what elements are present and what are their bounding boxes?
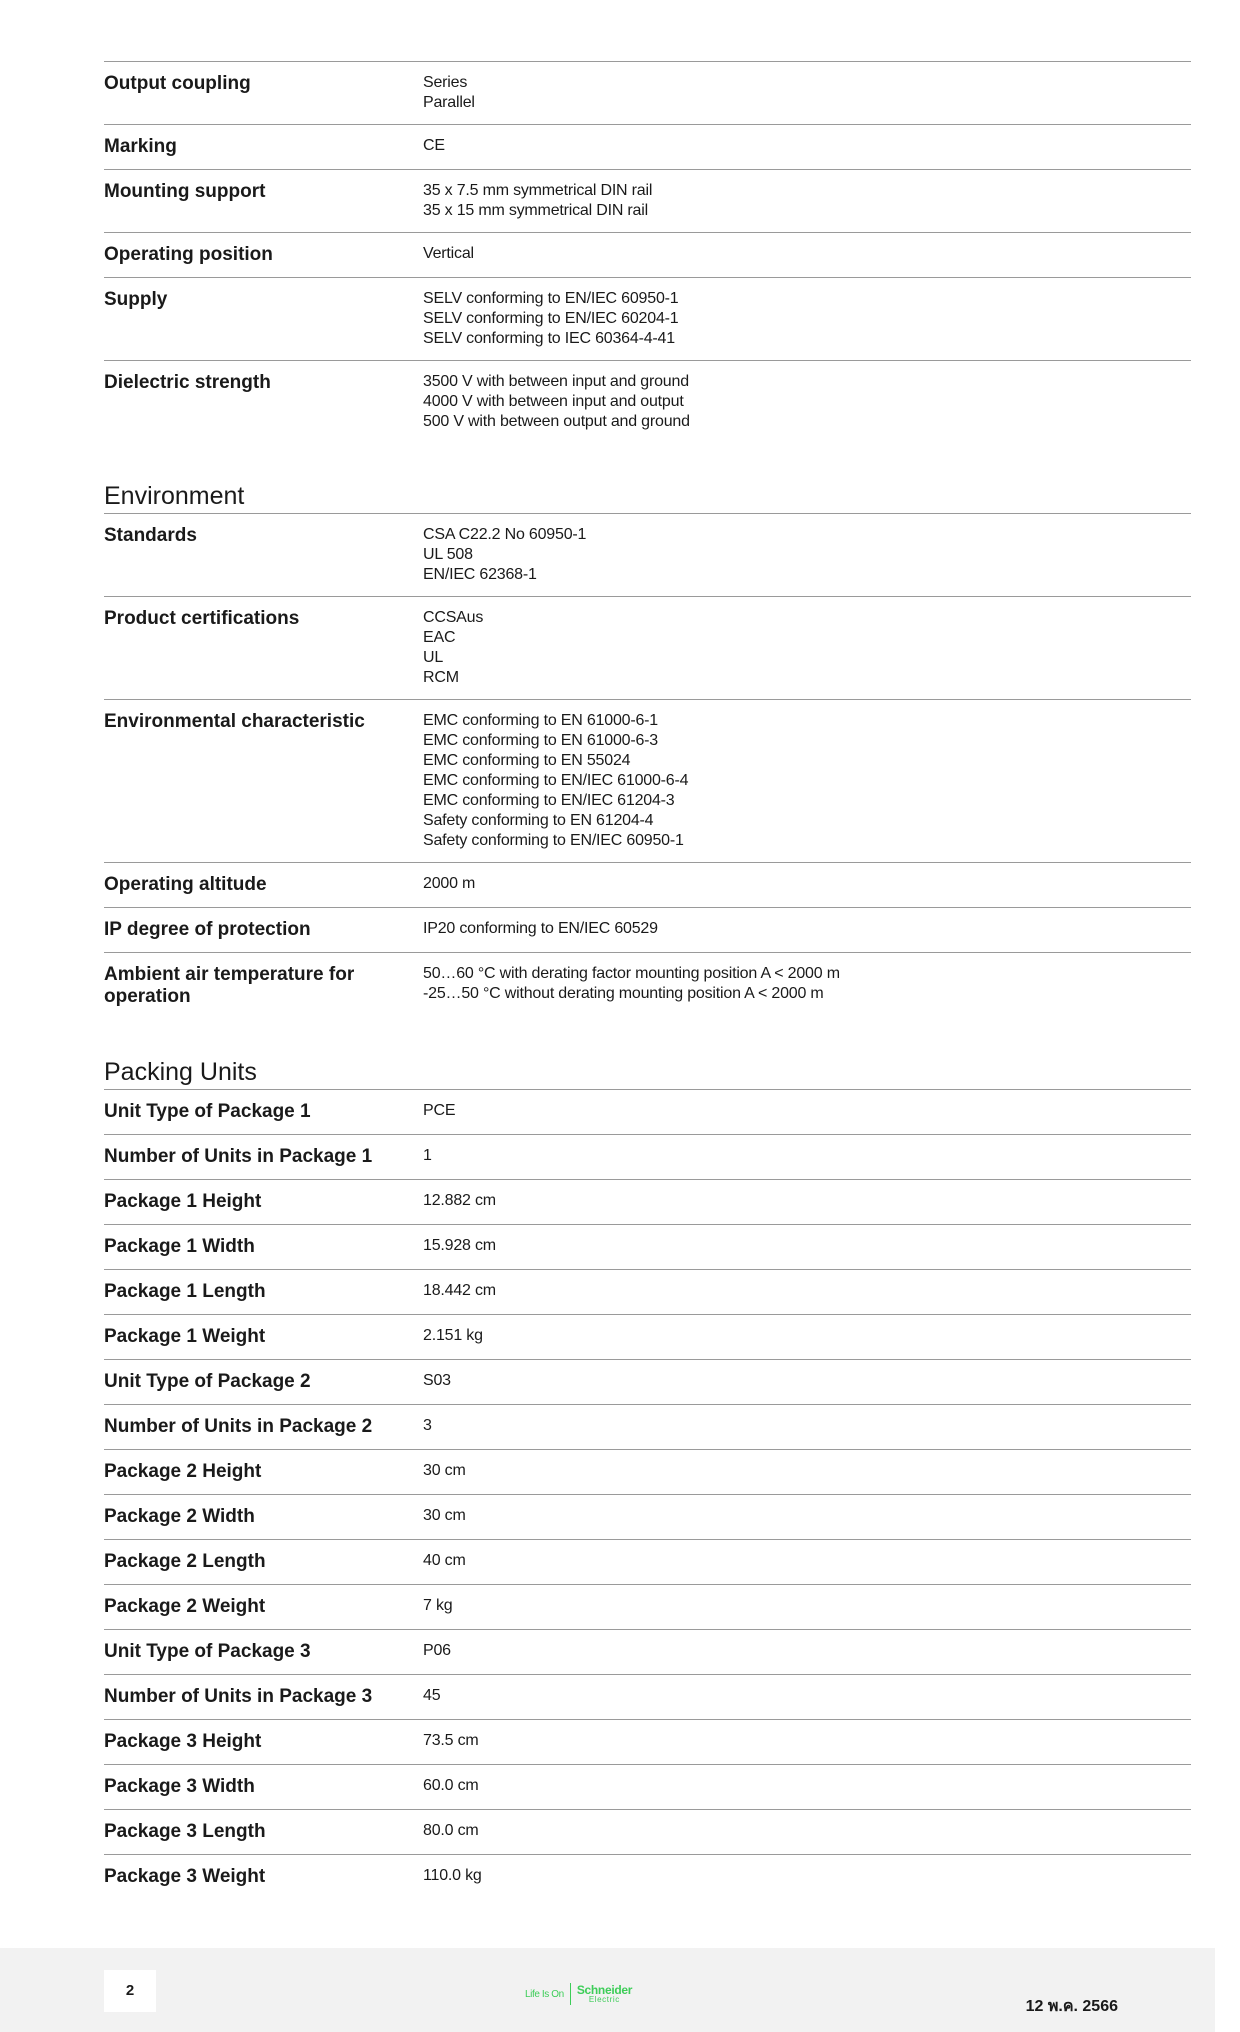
spec-values [423, 1775, 1191, 1798]
spec-value: 18.442 cm [423, 1282, 496, 1299]
spec-values [423, 1595, 1191, 1618]
logo-brand-sub: Electric [588, 1995, 620, 2004]
spec-values [423, 1190, 1191, 1213]
spec-label: Package 2 Weight [104, 1596, 266, 1617]
spec-label: Package 1 Length [104, 1281, 266, 1302]
spec-value: P06 [423, 1642, 451, 1659]
spec-label: Package 1 Width [104, 1236, 255, 1257]
spec-values [423, 243, 1191, 266]
spec-value: Series [423, 74, 468, 91]
spec-row [104, 1584, 1191, 1629]
logo-brand [577, 1984, 632, 2004]
spec-values [423, 1280, 1191, 1303]
spec-label: Package 2 Width [104, 1506, 255, 1527]
spec-row [104, 124, 1191, 169]
spec-label: Product certifications [104, 608, 300, 629]
spec-label: Unit Type of Package 2 [104, 1371, 311, 1392]
spec-value: EMC conforming to EN 55024 [423, 752, 631, 769]
logo-divider [570, 1983, 571, 2005]
spec-section [104, 61, 1191, 443]
spec-values [423, 1460, 1191, 1483]
spec-value: UL 508 [423, 546, 473, 563]
spec-value: SELV conforming to EN/IEC 60204-1 [423, 310, 679, 327]
spec-label: Package 3 Width [104, 1776, 255, 1797]
spec-label: Operating position [104, 244, 273, 265]
spec-label: Supply [104, 289, 168, 310]
spec-row [104, 1539, 1191, 1584]
spec-label: Number of Units in Package 2 [104, 1416, 373, 1437]
spec-label: Package 3 Length [104, 1821, 266, 1842]
spec-row [104, 232, 1191, 277]
spec-row [104, 1179, 1191, 1224]
spec-value: 15.928 cm [423, 1237, 496, 1254]
document-date: 12 พ.ค. 2566 [1025, 1998, 1118, 2015]
spec-value: 3500 V with between input and ground [423, 373, 689, 390]
spec-value: IP20 conforming to EN/IEC 60529 [423, 920, 658, 937]
spec-row [104, 169, 1191, 232]
spec-values [423, 1415, 1191, 1438]
spec-label: IP degree of protection [104, 919, 311, 940]
spec-row [104, 907, 1191, 952]
spec-label: Package 1 Weight [104, 1326, 266, 1347]
spec-value: 40 cm [423, 1552, 466, 1569]
spec-values [423, 371, 1191, 432]
spec-row [104, 360, 1191, 443]
spec-row [104, 277, 1191, 360]
spec-label: Package 2 Length [104, 1551, 266, 1572]
spec-value: 30 cm [423, 1507, 466, 1524]
spec-value: 12.882 cm [423, 1192, 496, 1209]
spec-row [104, 1719, 1191, 1764]
spec-label: Environmental characteristic [104, 711, 365, 732]
spec-values [423, 1865, 1191, 1888]
spec-section [104, 481, 1191, 1019]
spec-sheet [104, 61, 1191, 1899]
spec-value: EN/IEC 62368-1 [423, 566, 537, 583]
spec-label: Package 1 Height [104, 1191, 262, 1212]
spec-label: Number of Units in Package 3 [104, 1686, 373, 1707]
spec-row [104, 1269, 1191, 1314]
schneider-logo [525, 1982, 632, 2006]
spec-label: Number of Units in Package 1 [104, 1146, 373, 1167]
spec-value: CCSAus [423, 609, 484, 626]
spec-value: SELV conforming to IEC 60364-4-41 [423, 330, 675, 347]
spec-value: 45 [423, 1687, 441, 1704]
spec-values [423, 918, 1191, 941]
spec-values [423, 1505, 1191, 1528]
spec-value: 50…60 °C with derating factor mounting position A < 2000 m [423, 965, 840, 982]
spec-value: PCE [423, 1102, 456, 1119]
spec-value: RCM [423, 669, 459, 686]
spec-value: 60.0 cm [423, 1777, 479, 1794]
page-number: 2 [104, 1970, 156, 2012]
spec-row [104, 1314, 1191, 1359]
spec-value: 35 x 15 mm symmetrical DIN rail [423, 202, 648, 219]
spec-values [423, 1730, 1191, 1753]
spec-values [423, 524, 1191, 585]
spec-value: CE [423, 137, 445, 154]
spec-values [423, 1550, 1191, 1573]
logo-tagline: Life Is On [525, 1988, 564, 2000]
spec-values [423, 1100, 1191, 1123]
spec-row [104, 61, 1191, 124]
spec-label: Unit Type of Package 1 [104, 1101, 311, 1122]
spec-label: Output coupling [104, 73, 251, 94]
spec-values [423, 607, 1191, 688]
spec-row [104, 1449, 1191, 1494]
spec-label: Package 3 Weight [104, 1866, 266, 1887]
spec-row [104, 1224, 1191, 1269]
spec-value: EMC conforming to EN/IEC 61204-3 [423, 792, 675, 809]
spec-value: 73.5 cm [423, 1732, 479, 1749]
spec-values [423, 1145, 1191, 1168]
logo-brand-name: Schneider [576, 1983, 633, 1997]
spec-value: CSA C22.2 No 60950-1 [423, 526, 587, 543]
spec-row [104, 1764, 1191, 1809]
spec-row [104, 1134, 1191, 1179]
spec-values [423, 72, 1191, 113]
spec-row [104, 1089, 1191, 1134]
spec-row [104, 1674, 1191, 1719]
spec-value: 35 x 7.5 mm symmetrical DIN rail [423, 182, 653, 199]
spec-value: 110.0 kg [423, 1867, 482, 1884]
spec-row [104, 596, 1191, 699]
spec-row [104, 1809, 1191, 1854]
spec-row [104, 1494, 1191, 1539]
spec-value: EAC [423, 629, 456, 646]
spec-value: Vertical [423, 245, 474, 262]
spec-row [104, 1854, 1191, 1899]
spec-label: Standards [104, 525, 197, 546]
spec-value: Safety conforming to EN 61204-4 [423, 812, 654, 829]
spec-row [104, 699, 1191, 862]
spec-values [423, 1235, 1191, 1258]
spec-value: UL [423, 649, 444, 666]
spec-value: -25…50 °C without derating mounting position A < 2000 m [423, 985, 824, 1002]
spec-values [423, 180, 1191, 221]
spec-value: 7 kg [423, 1597, 453, 1614]
spec-value: 2000 m [423, 875, 476, 892]
spec-values [423, 710, 1191, 851]
spec-value: 30 cm [423, 1462, 466, 1479]
spec-value: EMC conforming to EN/IEC 61000-6-4 [423, 772, 689, 789]
spec-row [104, 952, 1191, 1019]
spec-values [423, 1820, 1191, 1843]
spec-value: 1 [423, 1147, 432, 1164]
spec-value: 80.0 cm [423, 1822, 479, 1839]
spec-label: Dielectric strength [104, 372, 271, 393]
spec-row [104, 1629, 1191, 1674]
section-title: Packing Units [104, 1058, 257, 1086]
page-footer [0, 1948, 1215, 2032]
spec-value: S03 [423, 1372, 451, 1389]
spec-row [104, 1404, 1191, 1449]
spec-label: Ambient air temperature for operation [104, 964, 355, 1007]
spec-row [104, 513, 1191, 596]
spec-label: Package 3 Height [104, 1731, 262, 1752]
section-title: Environment [104, 482, 245, 510]
spec-label: Mounting support [104, 181, 266, 202]
spec-values [423, 288, 1191, 349]
spec-row [104, 1359, 1191, 1404]
spec-label: Operating altitude [104, 874, 267, 895]
spec-value: EMC conforming to EN 61000-6-1 [423, 712, 659, 729]
spec-section [104, 1057, 1191, 1899]
spec-value: 2.151 kg [423, 1327, 483, 1344]
spec-value: EMC conforming to EN 61000-6-3 [423, 732, 659, 749]
spec-value: Safety conforming to EN/IEC 60950-1 [423, 832, 684, 849]
spec-value: SELV conforming to EN/IEC 60950-1 [423, 290, 679, 307]
spec-values [423, 1640, 1191, 1663]
spec-row [104, 862, 1191, 907]
spec-value: Parallel [423, 94, 475, 111]
spec-label: Marking [104, 136, 177, 157]
spec-value: 500 V with between output and ground [423, 413, 690, 430]
spec-values [423, 873, 1191, 896]
spec-label: Unit Type of Package 3 [104, 1641, 311, 1662]
spec-values [423, 1685, 1191, 1708]
spec-value: 4000 V with between input and output [423, 393, 684, 410]
spec-value: 3 [423, 1417, 432, 1434]
spec-values [423, 1370, 1191, 1393]
spec-values [423, 1325, 1191, 1348]
spec-values [423, 963, 1191, 1008]
spec-values [423, 135, 1191, 158]
spec-label: Package 2 Height [104, 1461, 262, 1482]
